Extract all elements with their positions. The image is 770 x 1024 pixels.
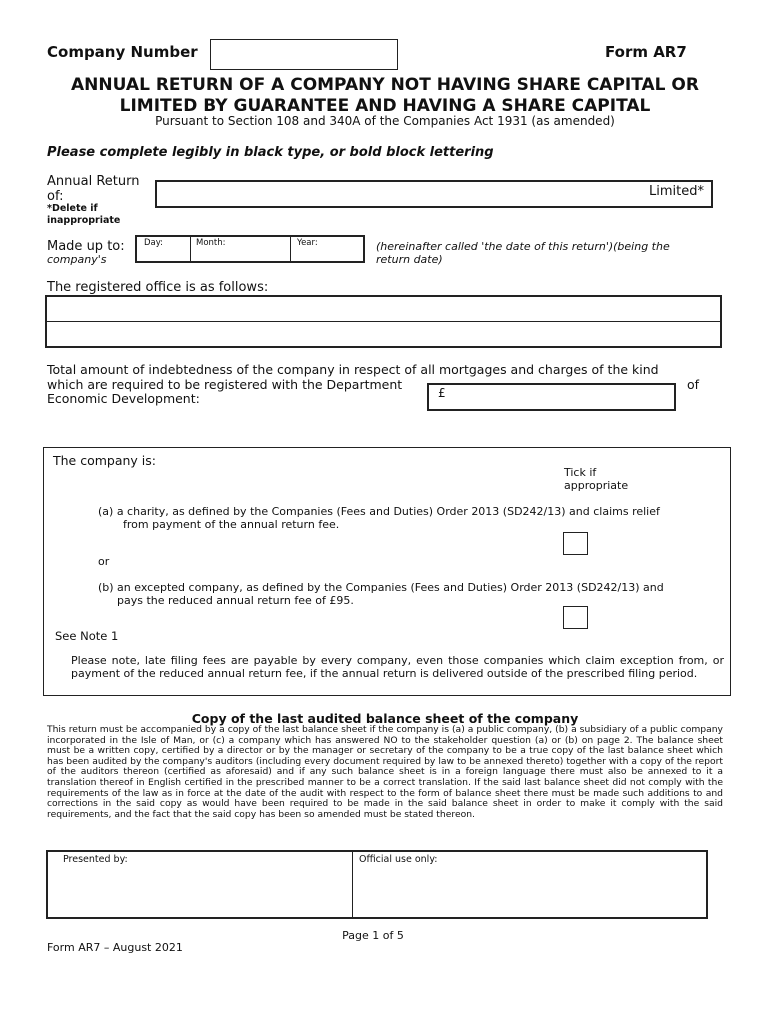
option-a-line1: (a) a charity, as defined by the Companies (Fees and Duties) Order 2013 (SD242/13) and claims relief: [98, 505, 660, 518]
option-a-line2: from payment of the annual return fee.: [123, 518, 340, 531]
annual-return-label: [47, 174, 139, 204]
option-b-line1: (b) an excepted company, as defined by the Companies (Fees and Duties) Order 2013 (SD242/13) and: [98, 581, 664, 594]
company-status-section: [43, 447, 731, 696]
month-field[interactable]: [190, 237, 291, 261]
date-note-line2: return date): [376, 253, 443, 266]
tick-note: [564, 466, 628, 492]
presented-by-label: Presented by:: [63, 854, 128, 865]
balance-sheet-body: This return must be accompanied by a copy of the last balance sheet if the company is (a) a public company, (b) a subsidiary of a public company incorporated in the Isle of Man, or (c) a company which has answered NO to the stakeholder question (a) or (b) on page 2. The balance sheet must be a written copy, certified by a director or by the manager or secretary of the company to be a true copy of the last balance sheet which has been audited by the company's auditors (including every document required by law to be annexed thereto) together with a copy of the report of the auditors thereon (certified as aforesaid) and if any such balance sheet is in a foreign language there must also be annexed to it a translation thereof in English certified in the prescribed manner to be a correct translation. If the said last balance sheet did not comply with the requirements of the law as in force at the date of the audit with respect to the form of balance sheet there must be made such additions to and corrections in the said copy as would have been required to be made in the said balance sheet in order to make it comply with the said requirements, and the fact that the said copy has been so amended must be stated thereon.: [47, 724, 723, 820]
year-field[interactable]: [291, 237, 363, 261]
registered-office-line1[interactable]: [47, 297, 720, 322]
form-label: Form AR7: [605, 43, 687, 61]
delete-note-line1: *Delete if: [47, 203, 98, 214]
title-line-1: ANNUAL RETURN OF A COMPANY NOT HAVING SHARE CAPITAL OR: [71, 75, 699, 95]
option-a-text: [98, 505, 728, 531]
official-use-box: [353, 852, 706, 917]
footer-boxes: [46, 850, 708, 919]
annual-return-label-line1: Annual Return: [47, 174, 140, 189]
company-number-input[interactable]: [210, 39, 398, 70]
registered-office-line2[interactable]: [47, 322, 720, 346]
tick-note-line2: appropriate: [564, 479, 629, 492]
delete-note-line2: inappropriate: [47, 215, 121, 226]
late-filing-note: Please note, late filing fees are payable by every company, even those companies which claim exception from, or payment of the reduced annual return fee, if the annual return is delivered outside of the prescribed filing period.: [71, 654, 724, 680]
indebtedness-line1: Total amount of indebtedness of the company in respect of all mortgages and charges of the kind: [47, 362, 659, 377]
made-up-sublabel: company's: [47, 253, 107, 266]
indebtedness-line3: Economic Development:: [47, 391, 200, 406]
option-b-checkbox[interactable]: [563, 606, 588, 629]
month-label: Month:: [196, 238, 226, 248]
annual-return-label-line2: of:: [47, 189, 64, 204]
day-label: Day:: [144, 238, 164, 248]
company-name-input[interactable]: [155, 180, 713, 208]
page-title: [30, 75, 740, 117]
indebtedness-line2: which are required to be registered with the Department: [47, 376, 403, 392]
date-note: [376, 240, 670, 266]
presented-by-box[interactable]: [48, 852, 353, 917]
page-subtitle: Pursuant to Section 108 and 340A of the Companies Act 1931 (as amended): [155, 114, 615, 128]
tick-note-line1: Tick if: [564, 466, 597, 479]
option-b-line2: pays the reduced annual return fee of £95.: [117, 594, 354, 607]
currency-symbol: £: [438, 386, 446, 400]
date-note-line1: (hereinafter called 'the date of this return')(being the: [376, 240, 670, 253]
form-date: Form AR7 – August 2021: [47, 941, 183, 954]
year-label: Year:: [297, 238, 318, 248]
delete-note: [47, 203, 120, 227]
option-b-text: [98, 581, 728, 607]
or-text: or: [98, 555, 110, 568]
indebtedness-of: of: [687, 377, 700, 392]
company-number-label: Company Number: [47, 43, 198, 61]
date-box: [135, 235, 365, 263]
registered-office-box: [45, 295, 722, 348]
balance-sheet-heading: Copy of the last audited balance sheet of the company: [191, 711, 579, 726]
registered-office-label: The registered office is as follows:: [47, 280, 269, 295]
option-a-checkbox[interactable]: [563, 532, 588, 555]
title-line-2: LIMITED BY GUARANTEE AND HAVING A SHARE CAPITAL: [119, 96, 651, 116]
made-up-label: Made up to:: [47, 239, 125, 254]
page-number: Page 1 of 5: [342, 929, 404, 942]
official-use-label: Official use only:: [359, 854, 438, 865]
see-note: See Note 1: [55, 629, 119, 643]
limited-suffix: Limited*: [649, 184, 704, 199]
day-field[interactable]: [137, 237, 191, 261]
indebtedness-amount-input[interactable]: [427, 383, 676, 411]
company-is-heading: The company is:: [53, 453, 157, 468]
instruction: Please complete legibly in black type, or bold block lettering: [47, 145, 494, 160]
